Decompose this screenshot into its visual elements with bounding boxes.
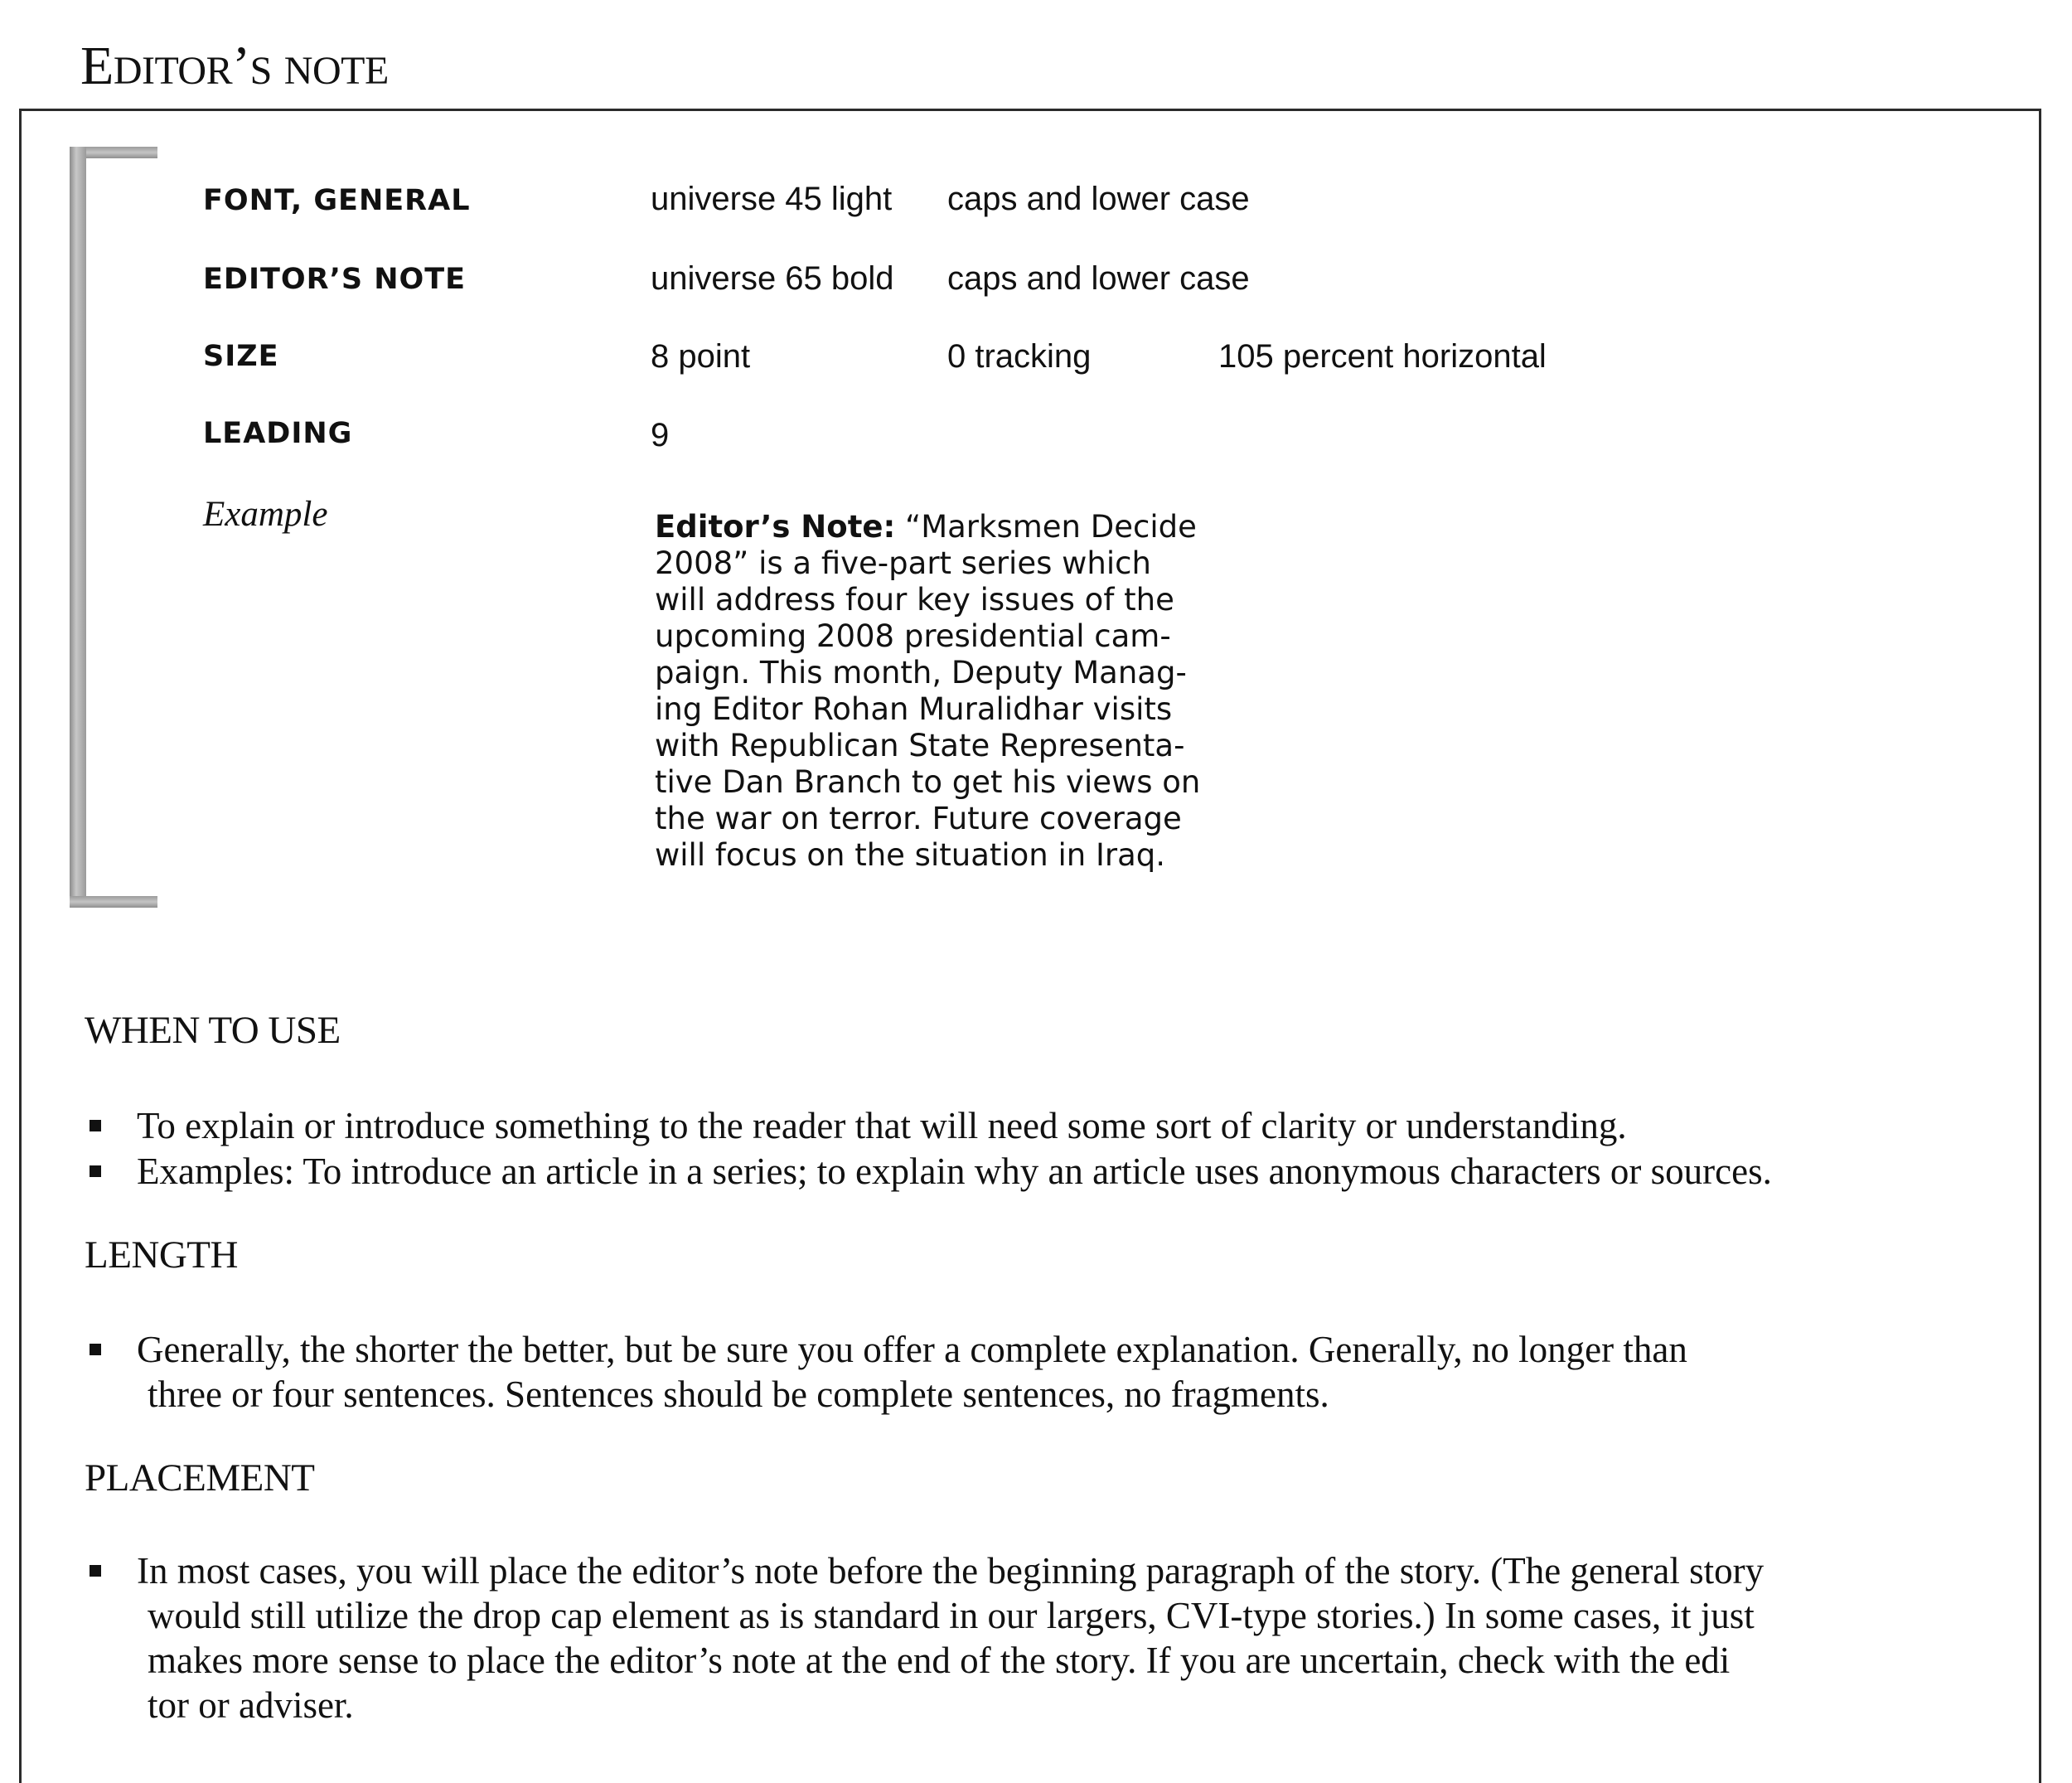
bracket-vertical [70, 147, 86, 908]
example-line: will focus on the situation in Iraq. [655, 837, 1166, 873]
bullet-text [137, 1103, 2026, 1148]
title-initial: E [80, 36, 114, 96]
page-title [80, 35, 389, 98]
square-bullet-icon [90, 1565, 101, 1577]
bullet-line: In most cases, you will place the editor’s note before the beginning paragraph of the story. (The general story [137, 1550, 1765, 1592]
spec-row-size [0, 340, 2072, 390]
square-bullet-icon [90, 1120, 101, 1131]
spec-value-2: 0 tracking [947, 338, 1092, 375]
bullet-text [137, 1149, 2026, 1194]
bullet-line: To explain or introduce something to the reader that will need some sort of clarity or understanding. [137, 1105, 1627, 1146]
bracket-bottom [70, 896, 157, 908]
example-line: upcoming 2008 presidential cam- [655, 618, 1171, 654]
example-line: tive Dan Branch to get his views on [655, 764, 1201, 800]
example-line: will address four key issues of the [655, 582, 1174, 618]
spec-value-2: caps and lower case [947, 260, 1250, 297]
title-rest: DITOR [113, 49, 233, 93]
spec-label: EDITOR’S NOTE [203, 263, 467, 296]
spec-label: LEADING [203, 417, 353, 450]
spec-value-1: 8 point [651, 338, 751, 375]
spec-value-1: 9 [651, 417, 670, 453]
example-line: paign. This month, Deputy Manag- [655, 655, 1187, 690]
title-s: S [249, 49, 272, 93]
square-bullet-icon [90, 1165, 101, 1177]
example-line [655, 509, 1218, 545]
title-note: NOTE [283, 49, 389, 93]
spec-value-2: caps and lower case [947, 181, 1250, 217]
example-lead: Editor’s Note: [655, 509, 896, 545]
bullet-line: tor or adviser. [148, 1684, 354, 1726]
example-line: the war on terror. Future coverage [655, 801, 1182, 836]
bullet-line: would still utilize the drop cap element as is standard in our largers, CVI-type stories.) In some cases, it just [148, 1595, 1755, 1636]
example-line-text: “Marksmen Decide [895, 509, 1197, 545]
example-label: Example [203, 495, 328, 534]
example-editors-note [655, 509, 1218, 874]
spec-row-font-general [0, 181, 2072, 234]
title-space [272, 39, 284, 95]
spec-row-editors-note [0, 260, 2072, 313]
spec-value-1: universe 65 bold [651, 260, 894, 297]
square-bullet-icon [90, 1344, 101, 1355]
bullet-line: three or four sentences. Sentences should be complete sentences, no fragments. [148, 1374, 1329, 1415]
spec-label: FONT, GENERAL [203, 184, 471, 217]
example-line: 2008” is a five-part series which [655, 545, 1151, 581]
bullet-line: makes more sense to place the editor’s note at the end of the story. If you are uncertain, check with the edi [148, 1640, 1731, 1681]
bullet-line: Generally, the shorter the better, but be sure you offer a complete explanation. Generally, no longer than [137, 1329, 1687, 1370]
example-line: ing Editor Rohan Muralidhar visits [655, 691, 1173, 727]
bullet-line: Examples: To introduce an article in a series; to explain why an article uses anonymous characters or sources. [137, 1151, 1772, 1192]
spec-row-leading [0, 417, 2072, 467]
example-line: with Republican State Representa- [655, 728, 1185, 763]
bullet-text [137, 1327, 2026, 1417]
spec-bracket [70, 147, 157, 908]
spec-label: SIZE [203, 340, 279, 373]
spec-value-1: universe 45 light [651, 181, 893, 217]
bullet-text [137, 1548, 2026, 1727]
section-heading-placement: PLACEMENT [85, 1456, 315, 1500]
section-heading-when-to-use: WHEN TO USE [85, 1009, 341, 1052]
section-heading-length: LENGTH [85, 1233, 238, 1277]
title-apostrophe: ’ [232, 36, 250, 96]
spec-value-3: 105 percent horizontal [1218, 338, 1547, 375]
